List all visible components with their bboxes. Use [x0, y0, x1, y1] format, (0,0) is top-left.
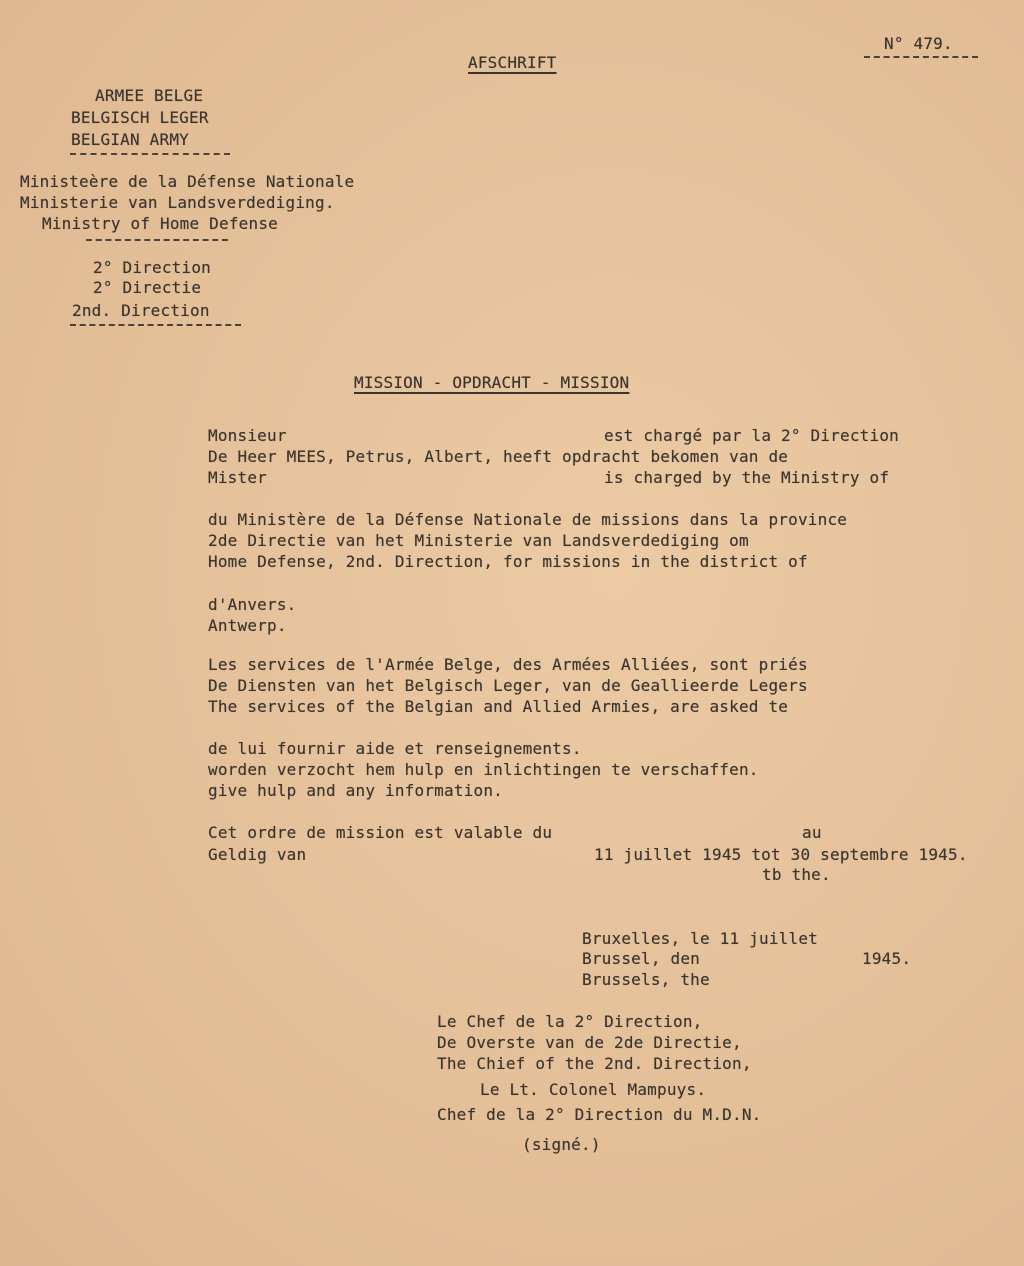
- p5-line2: worden verzocht hem hulp en inlichtingen te verschaffen.: [208, 760, 759, 779]
- p2-line2: 2de Directie van het Ministerie van Landsverdediging om: [208, 531, 749, 550]
- place-date-nl: Brussel, den: [582, 949, 700, 968]
- p1-line3-left: Mister: [208, 468, 267, 487]
- mission-heading: MISSION - OPDRACHT - MISSION: [354, 373, 630, 392]
- place-date-en: Brussels, the: [582, 970, 710, 989]
- army-fr: ARMEE BELGE: [95, 86, 204, 105]
- army-nl: BELGISCH LEGER: [71, 108, 209, 127]
- ministry-en: Ministry of Home Defense: [42, 214, 278, 233]
- document-number: N° 479.: [884, 34, 953, 53]
- validity-dates: 11 juillet 1945 tot 30 septembre 1945.: [594, 845, 968, 864]
- document-title: AFSCHRIFT: [468, 53, 557, 72]
- army-en: BELGIAN ARMY: [71, 130, 189, 149]
- p4-line1: Les services de l'Armée Belge, des Armées Alliées, sont priés: [208, 655, 808, 674]
- p5-line3: give hulp and any information.: [208, 781, 503, 800]
- p1-line1-right: est chargé par la 2° Direction: [604, 426, 899, 445]
- direction-fr: 2° Direction: [93, 258, 211, 277]
- signatory-title-fr: Le Chef de la 2° Direction,: [437, 1012, 703, 1031]
- p2-line3: Home Defense, 2nd. Direction, for missions in the district of: [208, 552, 808, 571]
- p4-line2: De Diensten van het Belgisch Leger, van de Geallieerde Legers: [208, 676, 808, 695]
- validity-line2-left: Geldig van: [208, 845, 307, 864]
- signatory-title-nl: De Overste van de 2de Directie,: [437, 1033, 742, 1052]
- direction-nl: 2° Directie: [93, 278, 202, 297]
- place-date-year: 1945.: [862, 949, 912, 968]
- direction-en: 2nd. Direction: [72, 301, 210, 320]
- p3-line2: Antwerp.: [208, 616, 287, 635]
- validity-line3-right: tb the.: [762, 865, 831, 884]
- signatory-name: Le Lt. Colonel Mampuys.: [480, 1080, 707, 1099]
- signatory-function: Chef de la 2° Direction du M.D.N.: [437, 1105, 762, 1124]
- p3-line1: d'Anvers.: [208, 595, 297, 614]
- number-underline: [864, 56, 978, 58]
- p5-line1: de lui fournir aide et renseignements.: [208, 739, 582, 758]
- p1-line3-right: is charged by the Ministry of: [604, 468, 890, 487]
- ministry-nl: Ministerie van Landsverdediging.: [20, 193, 335, 212]
- validity-line1-right: au: [802, 823, 822, 842]
- p4-line3: The services of the Belgian and Allied Armies, are asked te: [208, 697, 789, 716]
- p2-line1: du Ministère de la Défense Nationale de missions dans la province: [208, 510, 848, 529]
- signed-mark: (signé.): [522, 1135, 601, 1154]
- validity-line1-left: Cet ordre de mission est valable du: [208, 823, 553, 842]
- place-date-fr: Bruxelles, le 11 juillet: [582, 929, 818, 948]
- ministry-fr: Ministeère de la Défense Nationale: [20, 172, 355, 191]
- ministry-divider: [86, 239, 228, 241]
- p1-line1-left: Monsieur: [208, 426, 287, 445]
- signatory-title-en: The Chief of the 2nd. Direction,: [437, 1054, 752, 1073]
- p1-line2: De Heer MEES, Petrus, Albert, heeft opdracht bekomen van de: [208, 447, 789, 466]
- direction-divider: [70, 324, 241, 326]
- army-divider: [70, 153, 230, 155]
